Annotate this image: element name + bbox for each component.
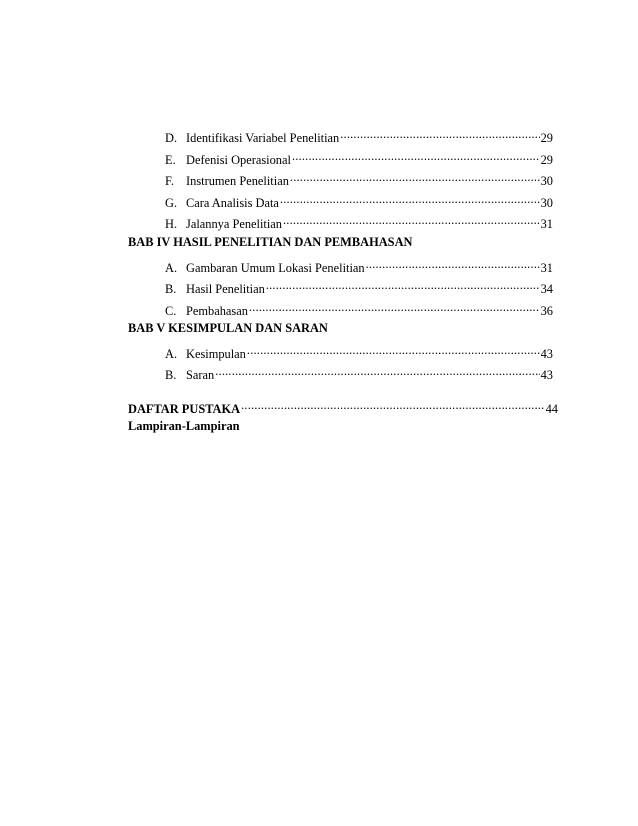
toc-entry-letter: C.	[165, 304, 177, 318]
toc-entry-instrumen-penelitian[interactable]	[165, 169, 553, 188]
toc-entry-daftar-pustaka[interactable]	[128, 397, 558, 416]
toc-dot-leader	[366, 256, 540, 272]
toc-entry-title: Kesimpulan	[186, 347, 246, 361]
toc-entry-gambaran-umum[interactable]	[165, 256, 553, 275]
toc-entry-pembahasan[interactable]	[165, 299, 553, 318]
toc-entry-title: Defenisi Operasional	[186, 153, 291, 167]
toc-entry-page: 36	[540, 304, 553, 318]
toc-entry-page: 30	[540, 174, 553, 188]
toc-entry-page: 43	[540, 347, 553, 361]
toc-entry-cara-analisis-data[interactable]	[165, 191, 553, 210]
toc-entry-jalannya-penelitian[interactable]	[165, 212, 553, 231]
toc-dot-leader	[215, 363, 539, 379]
toc-entry-title: Identifikasi Variabel Penelitian	[186, 131, 340, 145]
toc-entry-letter: H.	[165, 217, 178, 231]
toc-entry-letter: D.	[165, 131, 178, 145]
toc-dot-leader	[280, 191, 540, 207]
toc-entry-identifikasi-variabel[interactable]	[165, 126, 553, 145]
toc-entry-letter: E.	[165, 153, 176, 167]
toc-entry-title: Cara Analisis Data	[186, 196, 279, 210]
toc-entry-page: 30	[540, 196, 553, 210]
toc-entry-hasil-penelitian[interactable]	[165, 277, 553, 296]
toc-chapter-heading-bab-iv[interactable]: BAB IV HASIL PENELITIAN DAN PEMBAHASAN	[128, 235, 413, 249]
toc-entry-letter: A.	[165, 261, 178, 275]
toc-entry-title: Gambaran Umum Lokasi Penelitian	[186, 261, 365, 275]
toc-entry-lampiran[interactable]: Lampiran-Lampiran	[128, 419, 240, 433]
toc-dot-leader	[292, 148, 540, 164]
toc-entry-page: 44	[545, 402, 558, 416]
toc-entry-title: Instrumen Penelitian	[186, 174, 289, 188]
toc-entry-saran[interactable]	[165, 363, 553, 382]
toc-entry-letter: A.	[165, 347, 178, 361]
toc-dot-leader	[249, 299, 540, 315]
toc-entry-letter: G.	[165, 196, 178, 210]
toc-dot-leader	[283, 212, 540, 228]
toc-entry-letter: B.	[165, 368, 177, 382]
toc-entry-page: 31	[540, 261, 553, 275]
toc-entry-page: 29	[540, 131, 553, 145]
toc-entry-title: DAFTAR PUSTAKA	[128, 402, 241, 416]
toc-entry-title: Saran	[186, 368, 215, 382]
toc-entry-page: 43	[540, 368, 553, 382]
toc-dot-leader	[266, 277, 540, 293]
toc-entry-page: 29	[540, 153, 553, 167]
toc-chapter-heading-bab-v[interactable]: BAB V KESIMPULAN DAN SARAN	[128, 321, 328, 335]
toc-entry-letter: F.	[165, 174, 174, 188]
toc-dot-leader	[247, 342, 540, 358]
toc-dot-leader	[290, 169, 540, 185]
toc-entry-page: 34	[540, 282, 553, 296]
toc-entry-defenisi-operasional[interactable]	[165, 148, 553, 167]
toc-entry-title: Hasil Penelitian	[186, 282, 265, 296]
toc-entry-letter: B.	[165, 282, 177, 296]
toc-entry-title: Jalannya Penelitian	[186, 217, 282, 231]
toc-entry-title: Pembahasan	[186, 304, 248, 318]
toc-dot-leader	[241, 397, 545, 413]
toc-entry-page: 31	[540, 217, 553, 231]
toc-dot-leader	[340, 126, 539, 142]
toc-entry-kesimpulan[interactable]	[165, 342, 553, 361]
